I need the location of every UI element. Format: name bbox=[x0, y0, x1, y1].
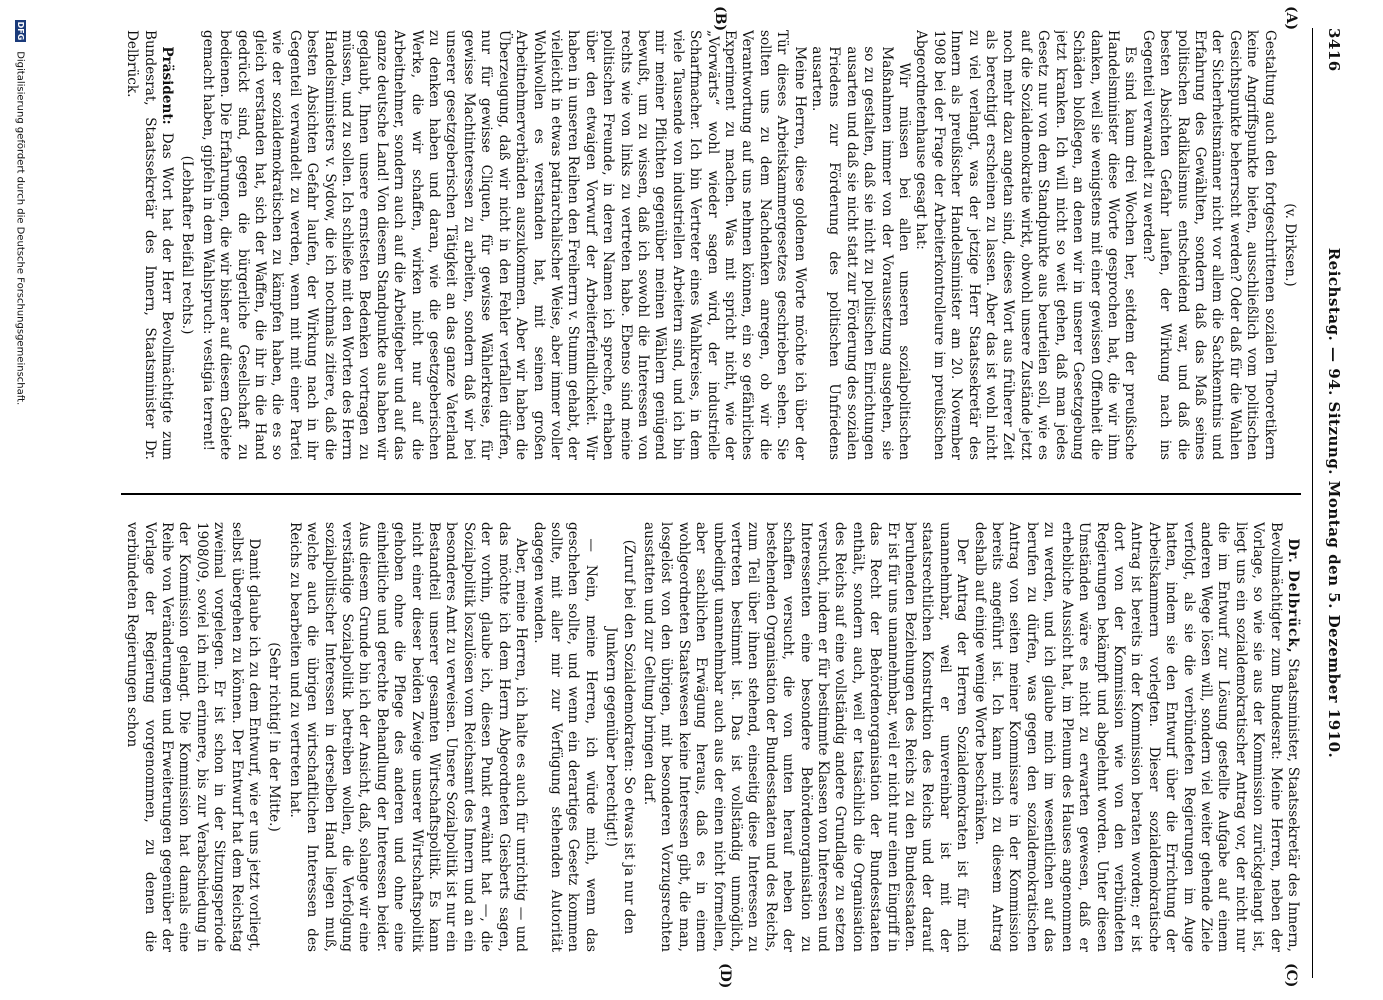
margin-mark-c: (C) bbox=[1283, 963, 1299, 988]
president-paragraph bbox=[123, 30, 175, 460]
header-rule bbox=[1312, 28, 1313, 978]
speaker-continuation: (v. Dirksen.) bbox=[1282, 203, 1298, 287]
interjection: (Sehr richtig! in der Mitte.) bbox=[266, 642, 283, 832]
paragraph: Damit glaube ich zu dem Entwurf, wie er uns jetzt vorliegt, selbst übergehen zu können. Der Entwurf hat dem Reichstag zweimal vorgelegen. Er ist schon in der Sitzungsperiode 1908/09, soviel ich mich erinnere, bis zur Verabschiedung in der Kommission gelangt. Die Kommission hat damals eine Reihe von Veränderungen und Erweiterungen gegenüber der Vorlage der Regierung vorgenommen, zu denen die verbündeten Regierungen schon bbox=[124, 522, 263, 952]
right-column bbox=[121, 522, 1301, 952]
paragraph: Meine Herren, diese goldenen Worte möchte ich über der Tür dieses Arbeitskammergesetzes geschrieben sehen. Sie sollten uns zu dem Nachdenken anregen, ob wir die Verantwortung auf uns nehmen können, ein so gefährliches Experiment zu machen. Was mit spricht nicht, wie der „Vorwärts“ wohl wieder sagen wird, der industrielle Scharfmacher. Ich bin Vertreter eines Wahlkreises, in dem viele Tausende von industriellen Arbeitern sind, und ich bin mir meiner Pflichten gegenüber meinen Wählern genügend bewußt, um zu wissen, daß ich sowohl die Interessen von rechts wie von links zu vertreten habe. Ebenso sind meine politischen Freunde, in deren Namen ich spreche, erhaben über den etwaigen Vorwurf der Arbeiterfeindlichkeit. Wir haben in unseren Reihen den Freiherrn v. Stumm gehabt, der vielleicht in etwas patriarchalischer Weise, aber immer voller Wohlwollen es verstanden hat, mit seinen großen Arbeitnehmerverbänden auszukommen. Aber wir haben die Überzeugung, daß wir nicht in den Fehler verfallen dürfen, nur für gewisse Cliquen, für gewisse Wählerkreise, für gewisse Machtinteressen zu arbeiten, sondern daß wir bei unserer gesetzgeberischen Tätigkeit an das ganze Vaterland zu denken haben und daran, wie die gesetzgeberischen Werke, die wir schaffen, wirken nicht nur auf die Arbeitnehmer, sondern auch auf die Arbeitgeber und auf das ganze deutsche Land! Von diesem Standpunkte aus haben wir geglaubt, Ihnen unsere ernstesten Bedenken vortragen zu müssen, und zu sollen. Ich schließe mit den Worten des Herrn Handelsministers v. Sydow, die ich nochmals zitiere, daß die besten Absichten Gefahr laufen, der Wirkung nach in ihr Gegenteil verwandelt zu werden, wenn mit mit einer Partei wie der sozialdemokratischen zu kämpfen haben, die es so gleich verstanden hat, sich der Waffen, die ihr in die Hand gedrückt sind, gegen die bürgerliche Gesellschaft zu bedienen. Die Erfahrungen, die wir bisher auf diesem Gebiete gemacht haben, gipfeln in dem Wahlspruch: vestigia terrent! bbox=[199, 30, 808, 460]
quote-paragraph: Wir müssen bei allen unseren sozialpolitischen Maßnahmen immer von der Voraussetzung ausgehen, sie so zu gestalten, daß sie nicht zu politischen Einrichtungen ausarten und daß sie nicht statt zur Förderung des sozialen Friedens zur Förderung des politischen Unfriedens ausarten. bbox=[809, 46, 913, 460]
speaker-intro bbox=[970, 522, 1301, 952]
applause-note: (Lebhafter Beifall rechts.) bbox=[179, 155, 196, 335]
president-label: Präsident: bbox=[159, 46, 175, 125]
page-header bbox=[1315, 28, 1343, 978]
margin-mark-a: (A) bbox=[1283, 6, 1299, 31]
paragraph: Es sind kaum drei Wochen her, seitdem der preußische Handelsminister diese Worte gesprochen hat, die wir ihm danken, weil sie wenigstens mit einer gewissen Offenheit die Schäden bloßlegen, an denen wir in unserer Gesetzgebung jetzt kranken. Ich will nicht so weit gehen, daß man jedes Gesetz nur von dem Standpunkte aus beurteilen soll, wie es auf die Sozialdemokratie wirkt, obwohl unsere Zustände jetzt noch mehr dazu angetan sind, dieses Wort aus früherer Zeit als berechtigt erscheinen zu lassen. Aber das ist wohl nicht zu viel verlangt, was der jetzige Herr Staatssekretär des Innern als preußischer Handelsminister am 20. November 1908 bei der Frage der Arbeiterkontrolleure im preußischen Abgeordnetenhause gesagt hat: bbox=[913, 30, 1139, 460]
funding-footer bbox=[6, 20, 26, 980]
left-column bbox=[121, 30, 1301, 460]
page-title: Reichstag. — 94. Sitzung. Montag den 5. Dezember 1910. bbox=[1325, 247, 1343, 759]
dfg-logo: DFG bbox=[16, 21, 25, 41]
speaker-role: Staatsminister, Staatssekretär des Innern, Bevollmächtigter zum Bundesrat: Meine Herren, bbox=[1267, 522, 1301, 952]
paragraph: Aber, meine Herren, ich halte es auch für unrichtig — und das möchte ich dem Herrn Abgeordneten Giesberts sagen, der vorhin, glaube ich, diesen Punkt erwähnt hat —, die Sozialpolitik loszulösen vom Reichsamt des Innern und an ein besonderes Amt zu verweisen. Unsere Sozialpolitik ist nur ein Bestandteil unserer gesamten Wirtschaftspolitik. Es kann nicht einer dieser beiden Zweige unserer Wirtschaftspolitik gehoben ohne die Pflege des anderen und ohne eine einheitliche und gerechte Behandlung der Interessen beider. Aus diesem Grunde bin ich der Ansicht, daß, solange wir eine verständige Sozialpolitik betreiben wollen, die Verfolgung sozialpolitischer Interessen in derselben Hand liegen muß, welche auch die übrigen wirtschaftlichen Interessen des Reichs zu bearbeiten und zu vertreten hat. bbox=[286, 522, 530, 952]
president-text: Das Wort hat der Herr Bevollmächtigte zum Bundesrat, Staatssekretär des Innern, Staatsminister Dr. Delbrück. bbox=[124, 30, 175, 460]
funding-note: Digitalisierung gefördert durch die Deutsche Forschungsgemeinschaft. bbox=[14, 51, 26, 406]
paragraph: neben der Vorlage, so wie sie aus der Kommission zurückgelangt ist, liegt uns ein sozialdemokratischer Antrag vor, der nicht nur die im Entwurf zur Lösung gestellte Aufgabe auf einem anderen Wege lösen will, sondern viel weiter gehende Ziele verfolgt, als sie die verbündeten Regierungen im Auge hatten, indem sie den Entwurf über die Errichtung der Arbeitskammern vorlegten. Dieser sozialdemokratische Antrag ist bereits in der Kommission beraten worden; er ist dort von der Kommission wie von den verbündeten Regierungen bekämpft und abgelehnt worden. Unter diesen Umständen wäre es nicht zu erwarten gewesen, daß er erhebliche Aussicht hat, im Plenum des Hauses angenommen zu werden, und ich glaube mich im wesentlichen auf das berufen zu dürfen, was gegen den sozialdemokratischen Antrag von seiten meiner Kommissare in der Kommission bereits angeführt ist. Ich kann mich zu diesem Antrag deshalb auf einige wenige Worte beschränken. bbox=[971, 522, 1284, 952]
page-number: 3416 bbox=[1325, 28, 1343, 72]
column-divider bbox=[121, 493, 1301, 495]
paragraph: Der Antrag der Herren Sozialdemokraten ist für mich unannehmbar, weil er unvereinbar ist mit der staatsrechtlichen Konstruktion des Reichs und der darauf beruhenden Beziehungen des Reichs zu den Bundesstaaten. Er ist für uns unannehmbar, weil er nicht nur einen Eingriff in das Recht der Behördenorganisation der Bundesstaaten enthält, sondern auch, weil er tatsächlich die Organisation des Reichs auf eine vollständig andere Grundlage zu setzen versucht, indem er für bestimmte Klassen von Interessen und Interessenten eine besondere Behördenorganisation zu schaffen versucht, die von unten herauf neben der bestehenden Organisation der Bundesstaaten und des Reichs, zum Teil über ihnen stehend, einseitig diese Interessen zu vertreten bestimmt ist. Das ist vollständig unmöglich, unbedingt unannehmbar auch aus der einen nicht formellen, aber sachlichen Erwägung heraus, daß es in einem wohlgeordneten Staatswesen keine Interessen gibt, die man, losgelöst von den übrigen, mit besonderen Vorzugsrechten ausstatten und zur Geltung bringen darf. bbox=[640, 522, 971, 952]
margin-mark-d: (D) bbox=[717, 963, 733, 989]
interjection: (Zuruf bei den Sozialdemokraten: So etwas ist ja nur den Junkern gegenüber berechtigt!) bbox=[603, 539, 637, 935]
paragraph: Gestaltung auch den fortgeschrittenen sozialen Theoretikern keine Angriffspunkte bieten, ausschließlich vom politischen Gesichtspunkte beherrscht werden? Oder daß für die Wahlen der Sicherheitsmänner nicht vor allem die Sachkenntnis und Erfahrung des Gewählten, sondern daß das Maß seines politischen Radikalismus entscheidend war, und daß die besten Absichten Gefahr laufen, der Wirkung nach ins Gegenteil verwandelt zu werden? bbox=[1139, 30, 1278, 460]
paragraph: — Nein, meine Herren, ich würde mich, wenn das geschehen sollte, und wenn ein derartiges Gesetz kommen sollte, mit aller mir zur Verfügung stehenden Autorität dagegen wenden. bbox=[530, 522, 599, 952]
speaker-name: Dr. Delbrück, bbox=[1285, 538, 1301, 654]
margin-mark-b: (B) bbox=[712, 6, 728, 32]
